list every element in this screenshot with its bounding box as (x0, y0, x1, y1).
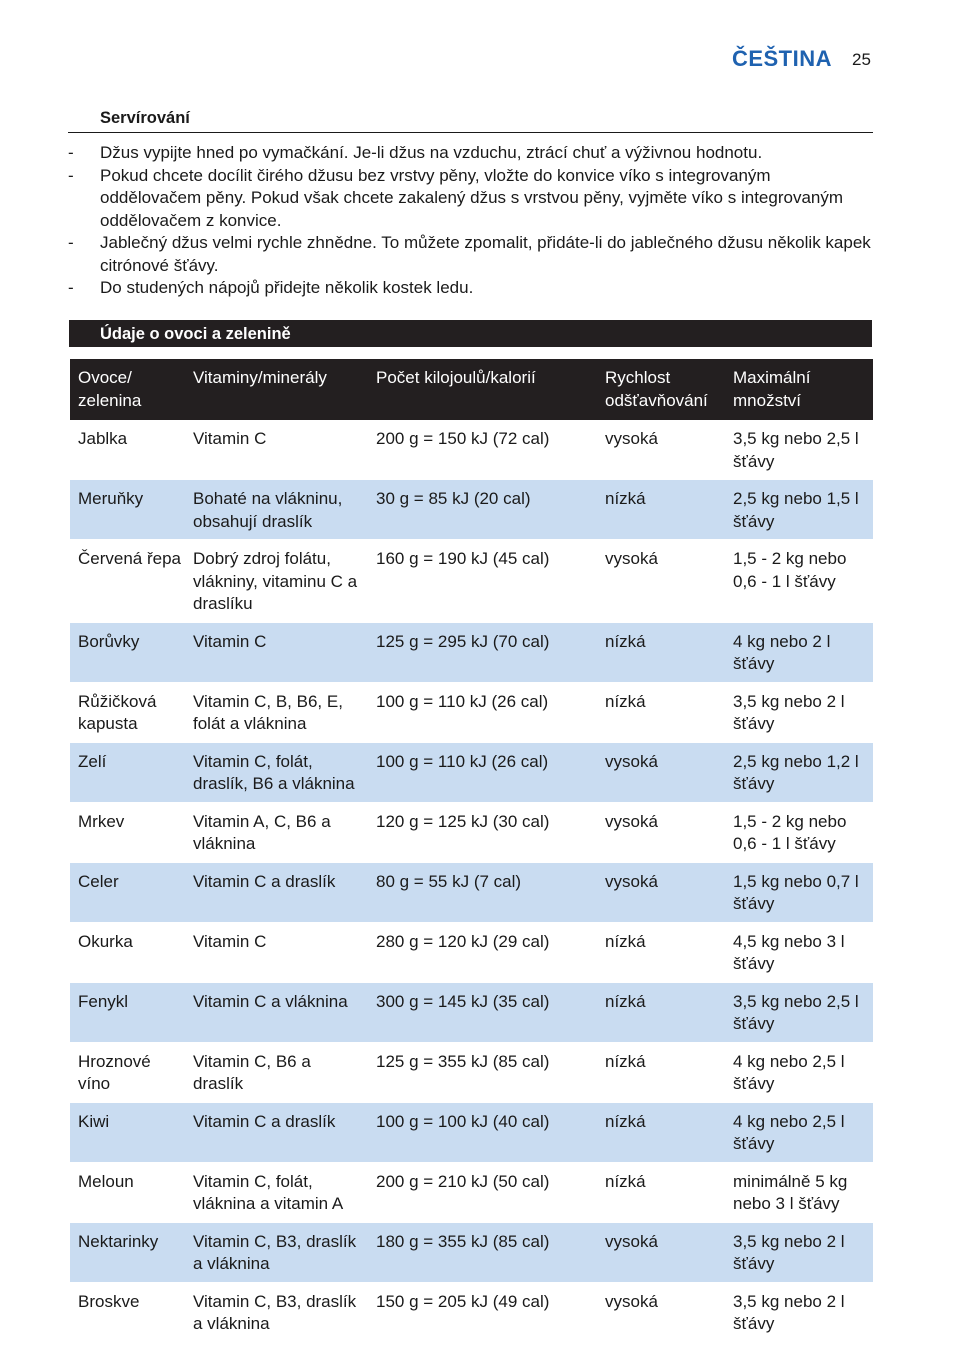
cell-juicing-speed: vysoká (597, 1222, 725, 1282)
table-row (70, 480, 873, 540)
page-number: 25 (852, 50, 871, 69)
cell-max-amount: 3,5 kg nebo 2 l šťávy (725, 1222, 873, 1282)
cell-energy: 120 g = 125 kJ (30 cal) (368, 802, 597, 862)
cell-max-amount: 3,5 kg nebo 2,5 l šťávy (725, 420, 873, 480)
cell-vitamins: Vitamin C a vláknina (185, 982, 368, 1042)
column-header: Rychlost odšťavňování (605, 368, 708, 410)
cell-vitamins: Vitamin A, C, B6 a vláknina (185, 802, 368, 862)
cell-produce: Hroznové víno (70, 1042, 185, 1102)
list-item (68, 142, 873, 165)
cell-energy: 160 g = 190 kJ (45 cal) (368, 540, 597, 623)
cell-juicing-speed: vysoká (597, 1282, 725, 1342)
table-row (70, 1162, 873, 1222)
cell-juicing-speed: nízká (597, 622, 725, 682)
cell-energy: 300 g = 145 kJ (35 cal) (368, 982, 597, 1042)
cell-produce: Fenykl (70, 982, 185, 1042)
cell-juicing-speed: nízká (597, 1042, 725, 1102)
cell-produce: Broskve (70, 1282, 185, 1342)
cell-produce: Růžičková kapusta (70, 682, 185, 742)
cell-energy: 280 g = 120 kJ (29 cal) (368, 922, 597, 982)
cell-energy: 125 g = 355 kJ (85 cal) (368, 1042, 597, 1102)
list-item (68, 232, 873, 277)
cell-juicing-speed: vysoká (597, 420, 725, 480)
list-item-text: Jablečný džus velmi rychle zhnědne. To můžete zpomalit, přidáte-li do jablečného džusu několik kapek citrónové šťávy. (100, 233, 871, 275)
cell-produce: Borůvky (70, 622, 185, 682)
column-header: Maximální množství (733, 368, 811, 410)
column-header: Ovoce/ zelenina (78, 368, 142, 410)
list-item-text: Pokud chcete docílit čirého džusu bez vrstvy pěny, vložte do konvice víko s integrovaným oddělovačem pěny. Pokud však chcete zakalený džus s vrstvou pěny, vyjměte víko s integrovaným oddělovačem z konvice. (100, 165, 844, 230)
cell-juicing-speed: vysoká (597, 862, 725, 922)
cell-energy: 30 g = 85 kJ (20 cal) (368, 480, 597, 540)
cell-produce: Mrkev (70, 802, 185, 862)
cell-energy: 100 g = 100 kJ (40 cal) (368, 1102, 597, 1162)
cell-vitamins: Vitamin C, B, B6, E, folát a vláknina (185, 682, 368, 742)
table-row (70, 862, 873, 922)
dash-bullet: - (68, 165, 74, 185)
table-row (70, 802, 873, 862)
table-row (70, 682, 873, 742)
cell-produce: Nektarinky (70, 1222, 185, 1282)
cell-juicing-speed: vysoká (597, 540, 725, 623)
table-row (70, 420, 873, 480)
list-item (68, 165, 873, 233)
cell-max-amount: 3,5 kg nebo 2 l šťávy (725, 682, 873, 742)
cell-max-amount: 4 kg nebo 2,5 l šťávy (725, 1102, 873, 1162)
produce-table (70, 359, 873, 1343)
cell-produce: Červená řepa (70, 540, 185, 623)
column-header: Počet kilojoulů/kalorií (376, 368, 536, 387)
cell-energy: 200 g = 150 kJ (72 cal) (368, 420, 597, 480)
dash-bullet: - (68, 278, 74, 297)
cell-energy: 180 g = 355 kJ (85 cal) (368, 1222, 597, 1282)
cell-vitamins: Vitamin C, B6 a draslík (185, 1042, 368, 1102)
cell-produce: Meloun (70, 1162, 185, 1222)
table-row (70, 1282, 873, 1342)
cell-produce: Okurka (70, 922, 185, 982)
cell-energy: 80 g = 55 kJ (7 cal) (368, 862, 597, 922)
cell-vitamins: Vitamin C, folát, draslík, B6 a vláknina (185, 742, 368, 802)
cell-max-amount: 3,5 kg nebo 2,5 l šťávy (725, 982, 873, 1042)
cell-juicing-speed: nízká (597, 982, 725, 1042)
cell-max-amount: 2,5 kg nebo 1,5 l šťávy (725, 480, 873, 540)
cell-juicing-speed: vysoká (597, 742, 725, 802)
cell-max-amount: minimálně 5 kg nebo 3 l šťávy (725, 1162, 873, 1222)
cell-produce: Kiwi (70, 1102, 185, 1162)
cell-produce: Celer (70, 862, 185, 922)
table-row (70, 540, 873, 623)
cell-max-amount: 4 kg nebo 2,5 l šťávy (725, 1042, 873, 1102)
table-row (70, 922, 873, 982)
cell-produce: Zelí (70, 742, 185, 802)
table-row (70, 742, 873, 802)
section-divider (68, 132, 873, 133)
list-item-text: Do studených nápojů přidejte několik kostek ledu. (100, 278, 474, 297)
cell-vitamins: Vitamin C (185, 420, 368, 480)
cell-vitamins: Vitamin C, B3, draslík a vláknina (185, 1282, 368, 1342)
cell-max-amount: 2,5 kg nebo 1,2 l šťávy (725, 742, 873, 802)
cell-max-amount: 3,5 kg nebo 2 l šťávy (725, 1282, 873, 1342)
cell-energy: 150 g = 205 kJ (49 cal) (368, 1282, 597, 1342)
cell-energy: 100 g = 110 kJ (26 cal) (368, 682, 597, 742)
column-header: Vitaminy/minerály (193, 368, 327, 387)
cell-energy: 100 g = 110 kJ (26 cal) (368, 742, 597, 802)
dash-bullet: - (68, 143, 74, 162)
cell-juicing-speed: nízká (597, 1102, 725, 1162)
table-header-row (70, 359, 873, 420)
serving-tips-list (68, 142, 873, 300)
cell-juicing-speed: vysoká (597, 802, 725, 862)
cell-vitamins: Vitamin C (185, 622, 368, 682)
cell-vitamins: Dobrý zdroj folátu, vlákniny, vitaminu C a draslíku (185, 540, 368, 623)
cell-vitamins: Vitamin C, B3, draslík a vláknina (185, 1222, 368, 1282)
list-item (68, 277, 873, 300)
cell-energy: 125 g = 295 kJ (70 cal) (368, 622, 597, 682)
table-row (70, 622, 873, 682)
cell-energy: 200 g = 210 kJ (50 cal) (368, 1162, 597, 1222)
cell-max-amount: 1,5 - 2 kg nebo 0,6 - 1 l šťávy (725, 540, 873, 623)
cell-vitamins: Bohaté na vlákninu, obsahují draslík (185, 480, 368, 540)
table-body (70, 420, 873, 1342)
cell-max-amount: 1,5 - 2 kg nebo 0,6 - 1 l šťávy (725, 802, 873, 862)
cell-produce: Jablka (70, 420, 185, 480)
cell-vitamins: Vitamin C a draslík (185, 1102, 368, 1162)
language-label: ČEŠTINA (731, 46, 832, 71)
cell-vitamins: Vitamin C, folát, vláknina a vitamin A (185, 1162, 368, 1222)
table-row (70, 982, 873, 1042)
cell-juicing-speed: nízká (597, 1162, 725, 1222)
cell-juicing-speed: nízká (597, 480, 725, 540)
table-row (70, 1042, 873, 1102)
cell-vitamins: Vitamin C (185, 922, 368, 982)
cell-produce: Meruňky (70, 480, 185, 540)
cell-max-amount: 4 kg nebo 2 l šťávy (725, 622, 873, 682)
table-row (70, 1222, 873, 1282)
list-item-text: Džus vypijte hned po vymačkání. Je-li džus na vzduchu, ztrácí chuť a výživnou hodnotu. (100, 143, 763, 162)
dash-bullet: - (68, 233, 74, 252)
cell-juicing-speed: nízká (597, 922, 725, 982)
cell-vitamins: Vitamin C a draslík (185, 862, 368, 922)
produce-section-title: Údaje o ovoci a zelenině (69, 320, 872, 347)
cell-max-amount: 4,5 kg nebo 3 l šťávy (725, 922, 873, 982)
serving-section-title: Servírování (100, 109, 190, 127)
table-row (70, 1102, 873, 1162)
cell-max-amount: 1,5 kg nebo 0,7 l šťávy (725, 862, 873, 922)
cell-juicing-speed: nízká (597, 682, 725, 742)
